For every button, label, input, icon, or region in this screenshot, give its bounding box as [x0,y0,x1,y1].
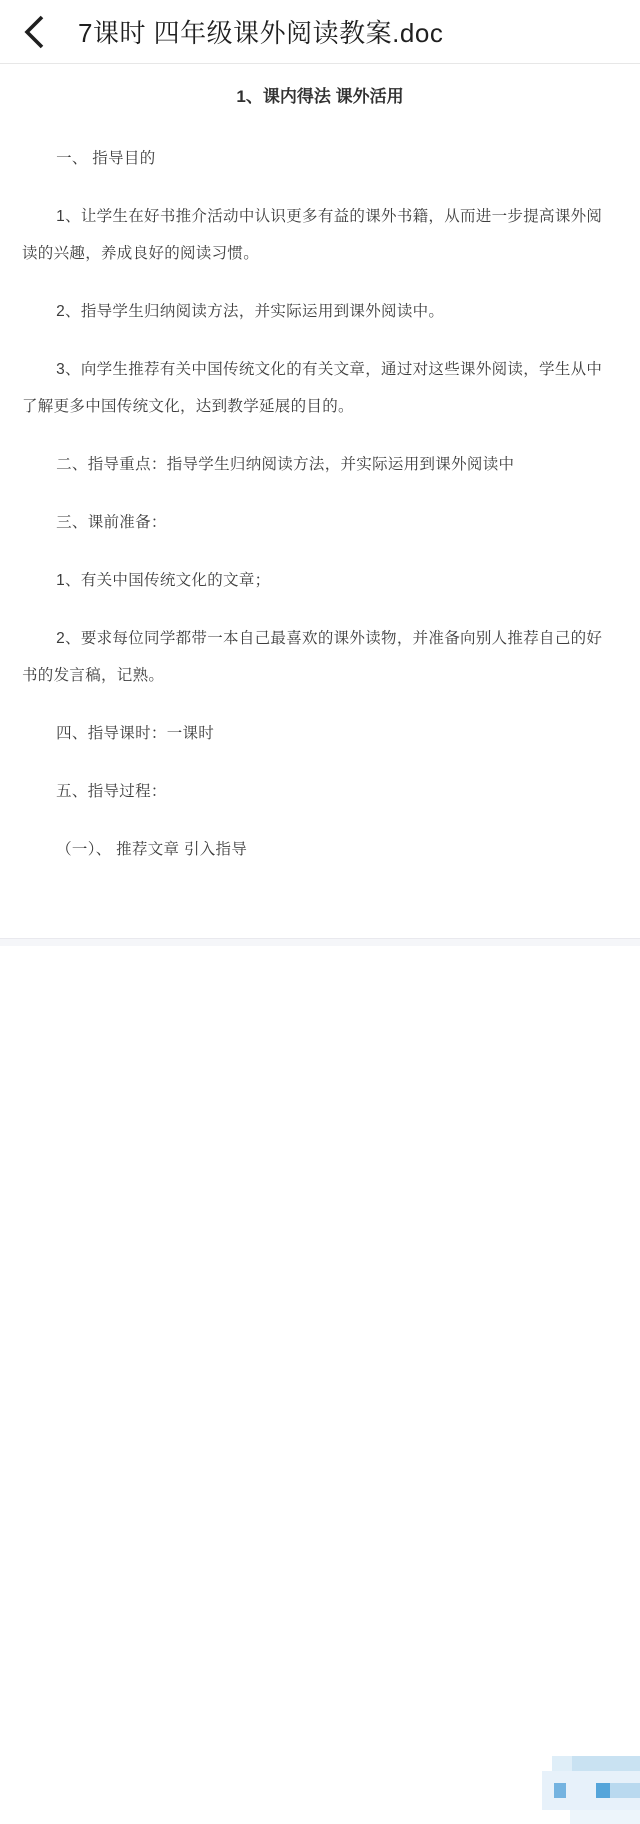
document-content [0,109,640,868]
watermark-block [572,1756,640,1771]
watermark-block [570,1810,640,1824]
doc-paragraph: 四、指导课时：一课时 [56,725,215,742]
back-button[interactable] [22,12,60,52]
doc-paragraph: 五、指导过程： [56,783,167,800]
watermark-block [542,1771,640,1810]
file-title: 7课时 四年级课外阅读教案.doc [78,18,444,48]
watermark-block [552,1756,572,1771]
doc-paragraph: 2、要求每位同学都带一本自己最喜欢的课外读物，并准备向别人推荐自己的好书的发言稿，记熟。 [22,630,603,684]
doc-paragraph: 1、有关中国传统文化的文章； [56,572,271,589]
watermark-block [596,1783,610,1798]
doc-paragraph: （一）、 推荐文章 引入指导 [56,841,248,858]
doc-paragraph: 一、 指导目的 [56,150,156,167]
document-view[interactable] [0,64,640,938]
doc-paragraph: 三、课前准备： [56,514,167,531]
chevron-left-icon [22,13,46,51]
watermark-block [554,1783,566,1798]
bottom-edge-bar [0,938,640,946]
doc-paragraph: 3、向学生推荐有关中国传统文化的有关文章，通过对这些课外阅读，学生从中了解更多中国传统文化，达到教学延展的目的。 [22,361,603,415]
doc-paragraph: 1、让学生在好书推介活动中认识更多有益的课外书籍，从而进一步提高课外阅读的兴趣，养成良好的阅读习惯。 [22,208,603,262]
document-title: 1、课内得法 课外活用 [236,87,404,106]
doc-paragraph: 二、指导重点：指导学生归纳阅读方法，并实际运用到课外阅读中 [56,456,515,473]
doc-paragraph: 2、指导学生归纳阅读方法，并实际运用到课外阅读中。 [56,303,445,320]
header-bar [0,0,640,64]
watermark-block [610,1783,640,1798]
